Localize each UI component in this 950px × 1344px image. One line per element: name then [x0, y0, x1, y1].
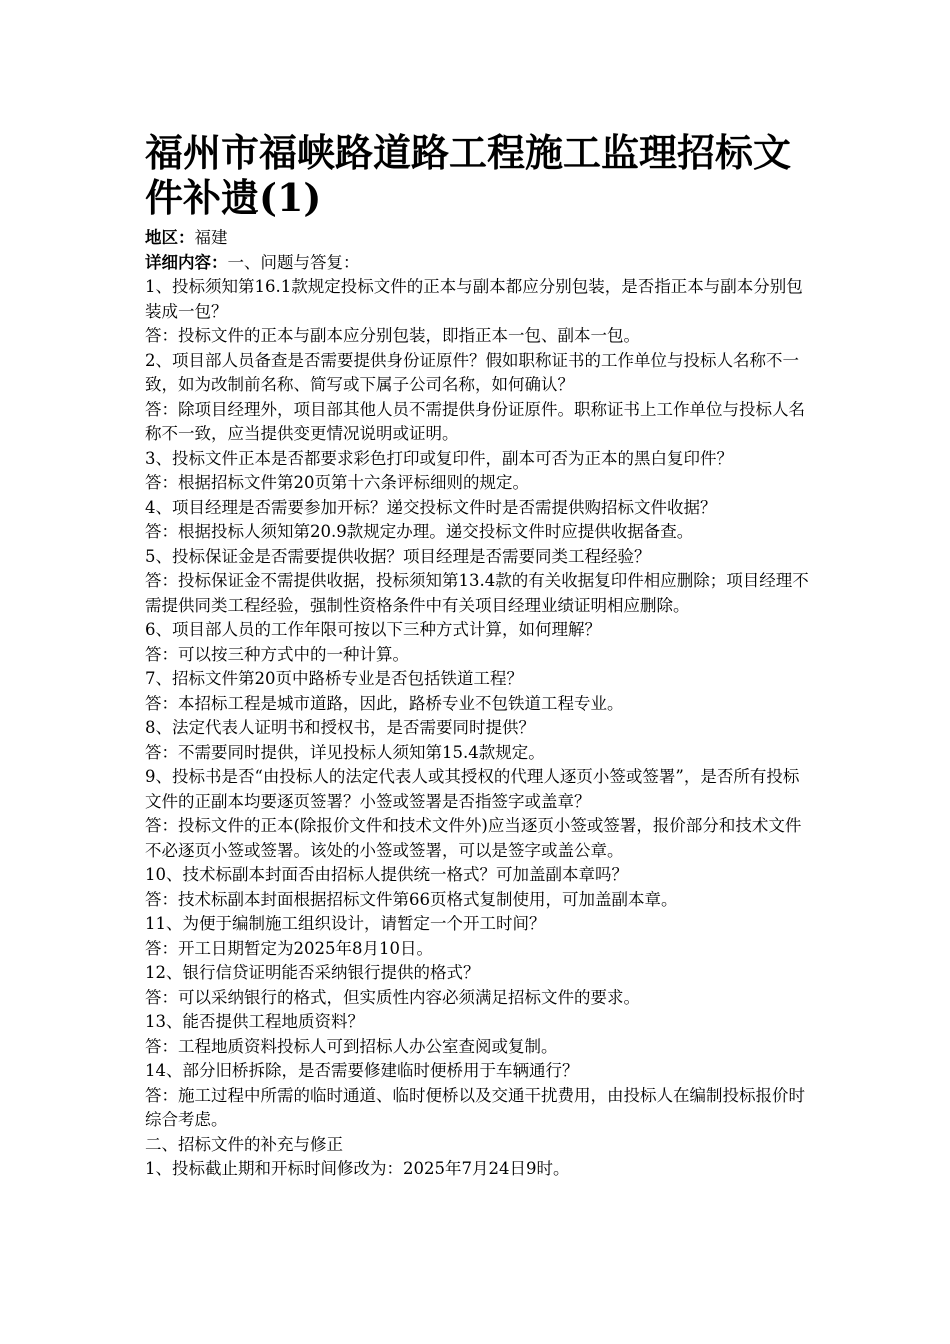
paragraph-a12: 答：可以采纳银行的格式，但实质性内容必须满足招标文件的要求。: [145, 987, 640, 1007]
detail-intro: 一、问题与答复：: [227, 252, 360, 272]
paragraph-a1: 答：投标文件的正本与副本应分别包装，即指正本一包、副本一包。: [145, 326, 640, 345]
paragraph-q3: 3、投标文件正本是否都要求彩色打印或复印件，副本可否为正本的黑白复印件？: [145, 448, 733, 468]
paragraph-a2: 答：除项目经理外，项目部其他人员不需提供身份证原件。职称证书上工作单位与投标人名称不一致，应当提供变更情况说明或证明。: [145, 399, 805, 443]
paragraph-q2: 2、项目部人员备查是否需要提供身份证原件？假如职称证书的工作单位与投标人名称不一致，如为改制前名称、简写或下属子公司名称，如何确认？: [145, 350, 799, 394]
paragraph-q11: 11、为便于编制施工组织设计，请暂定一个开工时间？: [145, 914, 546, 933]
paragraph-a11: 答：开工日期暂定为2025年8月10日。: [145, 938, 433, 958]
paragraph-q9: 9、投标书是否“由投标人的法定代表人或其授权的代理人逐页小签或签署”，是否所有投标文件的正副本均要逐页签署？小签或签署是否指签字或盖章？: [145, 767, 800, 811]
paragraph-revision-1: 1、投标截止期和开标时间修改为：2025年7月24日9时。: [145, 1159, 570, 1178]
paragraph-a14: 答：施工过程中所需的临时通道、临时便桥以及交通干扰费用，由投标人在编制投标报价时综合考虑。: [145, 1085, 805, 1129]
paragraph-q1: 1、投标须知第16.1款规定投标文件的正本与副本都应分别包装，是否指正本与副本分别包装成一包？: [145, 277, 803, 321]
paragraph-a10: 答：技术标副本封面根据招标文件第66页格式复制使用，可加盖副本章。: [145, 889, 678, 909]
paragraph-q12: 12、银行信贷证明能否采纳银行提供的格式？: [145, 963, 480, 982]
paragraph-q7: 7、招标文件第20页中路桥专业是否包括铁道工程？: [145, 669, 523, 688]
detail-line: [145, 251, 815, 276]
region-value: 福建: [194, 228, 228, 247]
paragraph-a3: 答：根据招标文件第20页第十六条评标细则的规定。: [145, 473, 529, 492]
region-line: [145, 226, 815, 251]
paragraph-a8: 答：不需要同时提供，详见投标人须知第15.4款规定。: [145, 742, 545, 762]
region-label: 地区：: [145, 228, 195, 247]
paragraph-q13: 13、能否提供工程地质资料？: [145, 1012, 364, 1031]
paragraph-q14: 14、部分旧桥拆除，是否需要修建临时便桥用于车辆通行？: [145, 1061, 579, 1080]
paragraph-a6: 答：可以按三种方式中的一种计算。: [145, 644, 409, 664]
document-body: [145, 226, 815, 1182]
paragraph-a7: 答：本招标工程是城市道路，因此，路桥专业不包铁道工程专业。: [145, 693, 624, 713]
paragraph-q4: 4、项目经理是否需要参加开标？递交投标文件时是否需提供购招标文件收据？: [145, 497, 717, 517]
paragraph-q10: 10、技术标副本封面否由招标人提供统一格式？可加盖副本章吗？: [145, 865, 628, 884]
paragraph-a9: 答：投标文件的正本(除报价文件和技术文件外)应当逐页小签或签署，报价部分和技术文件不必逐页小签或签署。该处的小签或签署，可以是签字或盖公章。: [145, 816, 802, 860]
paragraph-a5: 答：投标保证金不需提供收据，投标须知第13.4款的有关收据复印件相应删除；项目经理不需提供同类工程经验，强制性资格条件中有关项目经理业绩证明相应删除。: [145, 571, 809, 615]
section-heading-2: 二、招标文件的补充与修正: [145, 1134, 343, 1154]
detail-label: 详细内容：: [145, 252, 228, 272]
paragraph-a13: 答：工程地质资料投标人可到招标人办公室查阅或复制。: [145, 1036, 558, 1056]
paragraph-q5: 5、投标保证金是否需要提供收据？项目经理是否需要同类工程经验？: [145, 546, 651, 566]
paragraph-a4: 答：根据投标人须知第20.9款规定办理。递交投标文件时应提供收据备查。: [145, 522, 694, 541]
document-title: 福州市福峡路道路工程施工监理招标文件补遗(1): [145, 130, 792, 220]
paragraph-q8: 8、法定代表人证明书和授权书，是否需要同时提供？: [145, 718, 535, 737]
paragraph-q6: 6、项目部人员的工作年限可按以下三种方式计算，如何理解？: [145, 620, 601, 639]
